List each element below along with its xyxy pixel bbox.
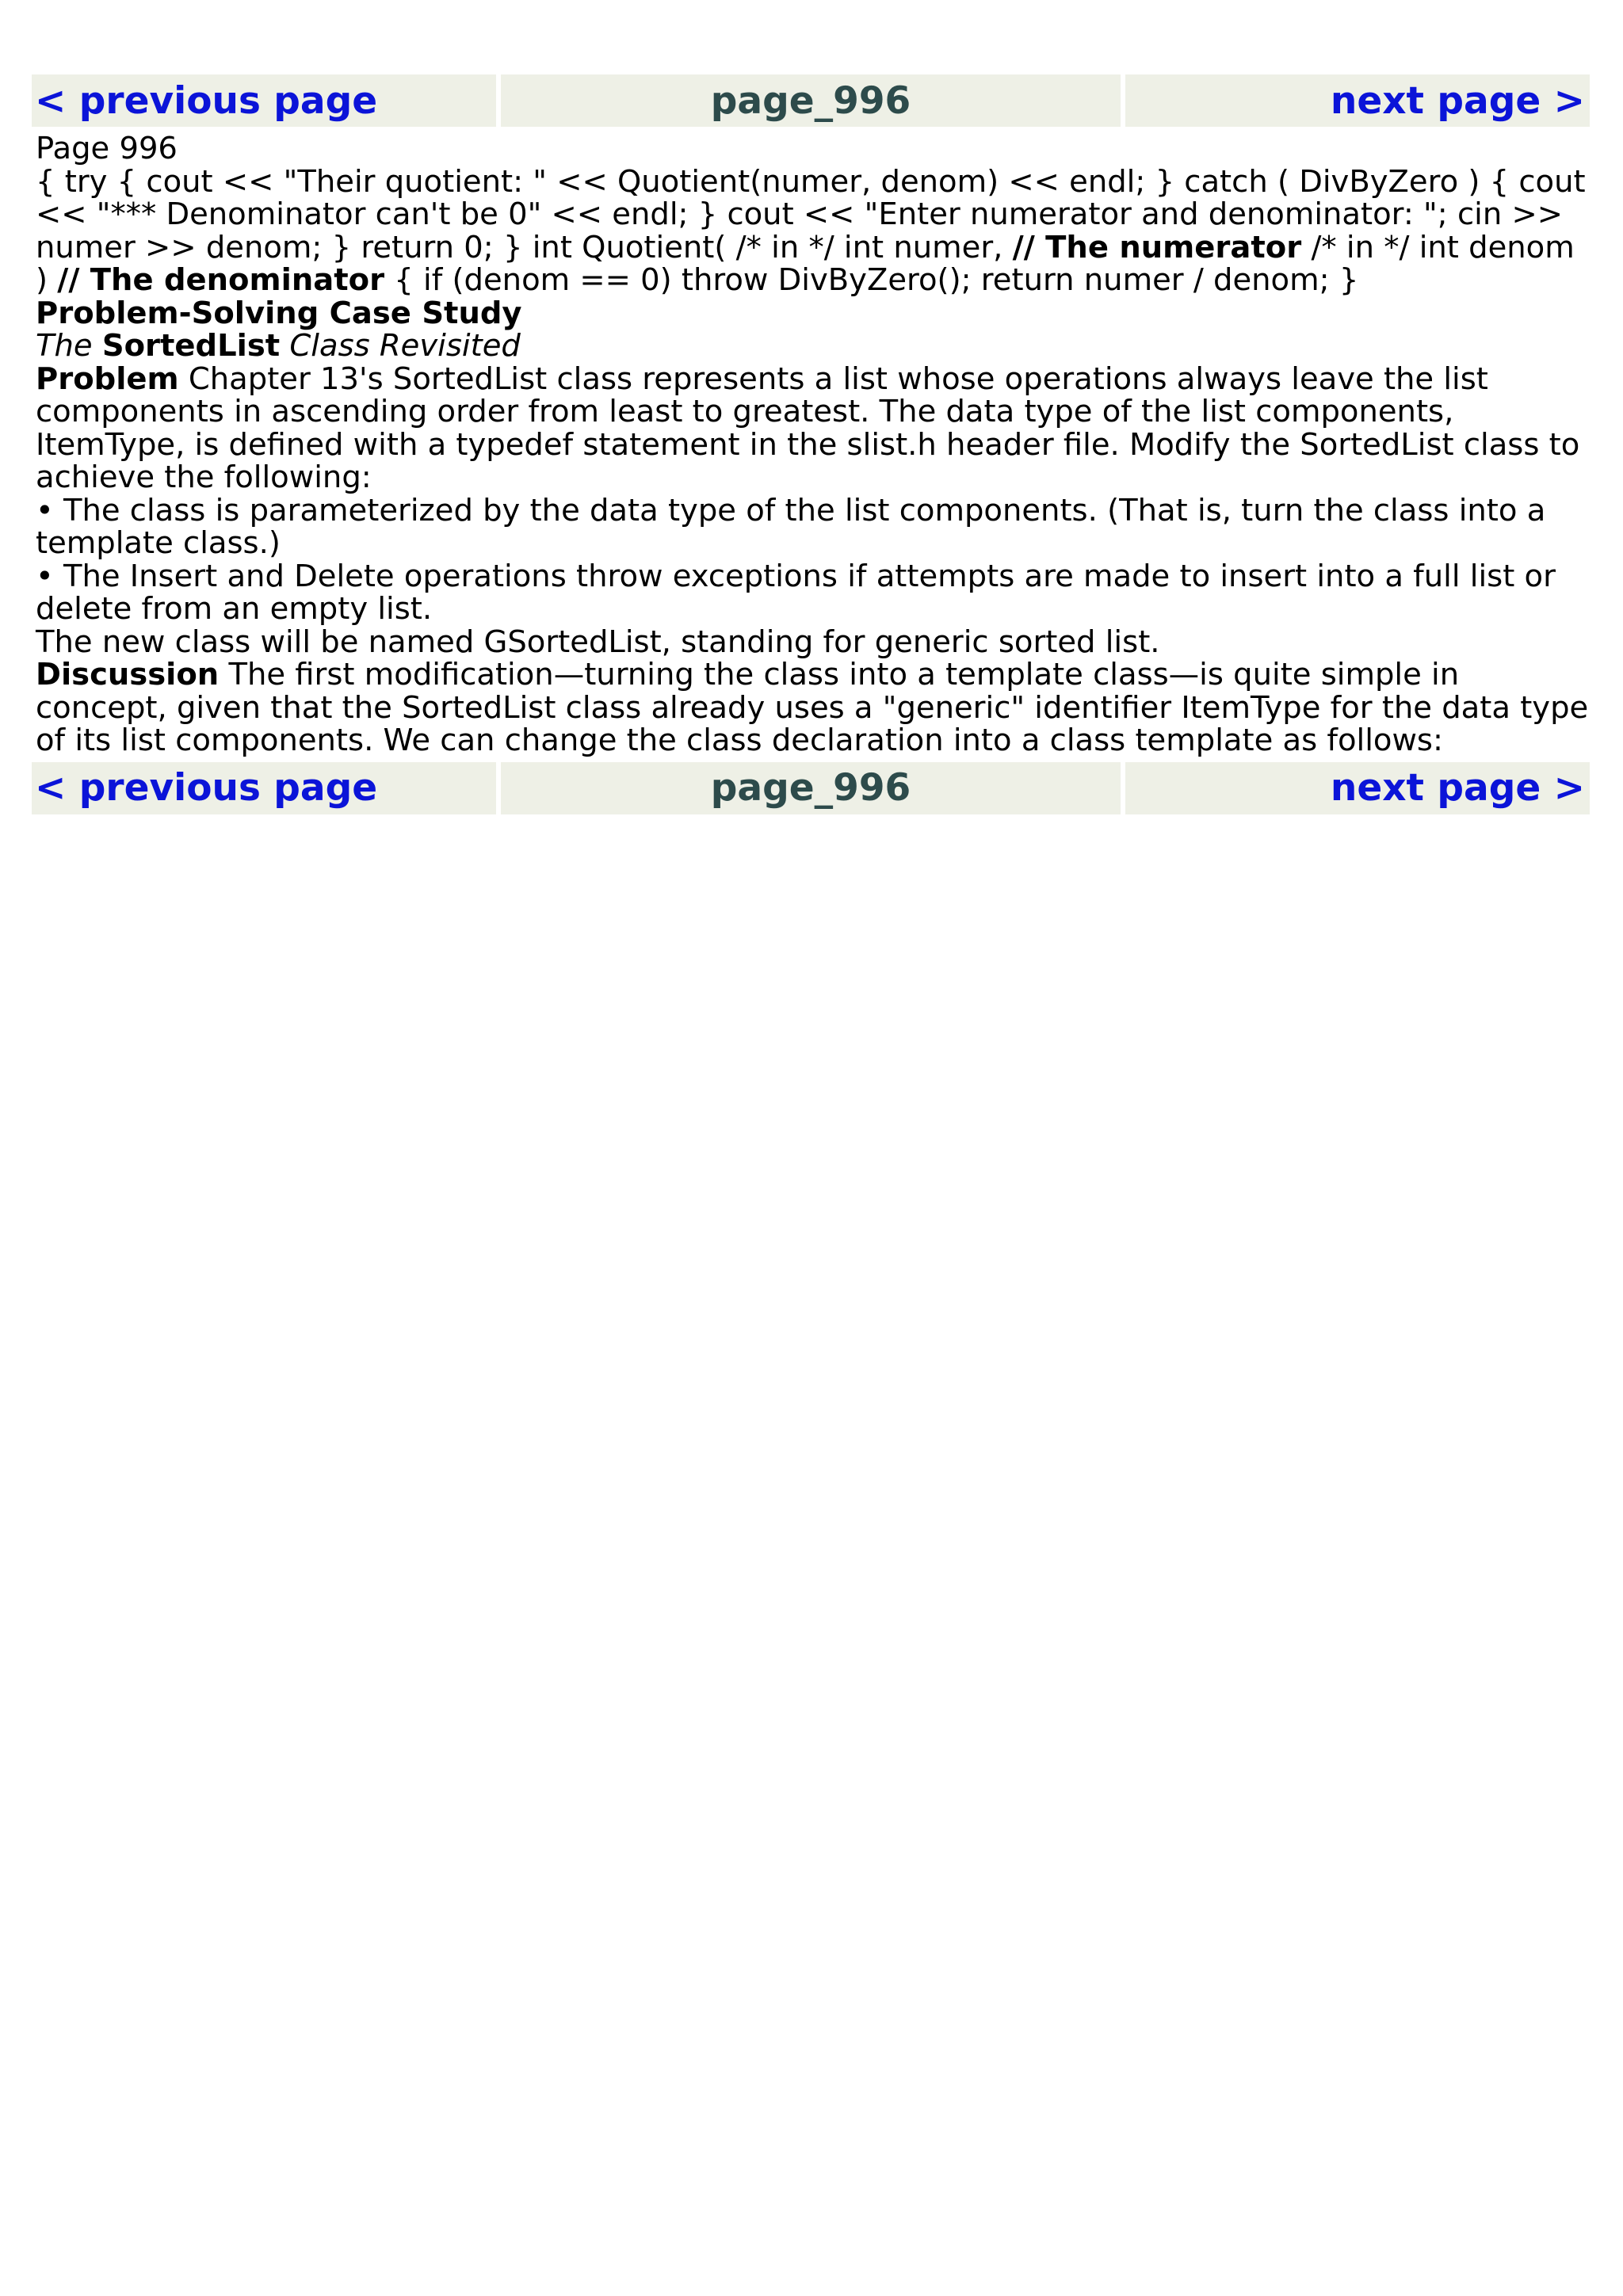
code-comment-numerator: // The numerator	[1012, 229, 1302, 265]
page-content	[32, 127, 1590, 762]
subtitle-rest: Class Revisited	[289, 328, 521, 364]
problem-paragraph	[36, 360, 1590, 495]
subtitle-class-name: SortedList	[101, 328, 281, 364]
subtitle-the: The	[36, 328, 93, 364]
top-page-label: page_996	[501, 74, 1121, 127]
top-next-cell	[1125, 74, 1590, 127]
bottom-nav-bar	[32, 762, 1590, 814]
page-number: Page 996	[36, 131, 178, 166]
discussion-text: The first modification—turning the class into a template class—is quite simple in concept, given that the SortedList class already uses a "generic" identifier ItemType for the data type of its list components. We can change the class declaration into a class template as follows:	[36, 657, 1589, 758]
code-listing	[36, 163, 1590, 298]
code-part-2: /* in */ int denom )	[36, 229, 1575, 298]
code-part-1: { try { cout << "Their quotient: " << Quotient(numer, denom) << endl; } catch ( DivByZero ) { cout << "*** Denominator can't be 0" << endl; } cout << "Enter numerator and denominator: "; cin >> numer >> denom; } return 0; } int Quotient( /* in */ int numer,	[36, 163, 1586, 265]
bottom-previous-page-link[interactable]: < previous page	[35, 766, 378, 810]
problem-text: Chapter 13's SortedList class represents a list whose operations always leave the list components in ascending order from least to greatest. The data type of the list components, ItemType, is defined with a typedef statement in the slist.h header file. Modify the SortedList class to achieve the following:	[36, 360, 1580, 495]
code-part-3: { if (denom == 0) throw DivByZero(); return numer / denom; }	[384, 262, 1359, 298]
code-comment-denominator: // The denominator	[57, 262, 385, 298]
case-study-heading: Problem-Solving Case Study	[36, 295, 522, 331]
bottom-next-page-link[interactable]: next page >	[1330, 766, 1585, 810]
discussion-paragraph	[36, 658, 1590, 757]
discussion-label: Discussion	[36, 657, 220, 692]
bullet-item-2: • The Insert and Delete operations throw exceptions if attempts are made to insert into a full list or delete from an empty list.	[36, 558, 1556, 627]
bullet-item-1: • The class is parameterized by the data type of the list components. (That is, turn the class into a template class.)	[36, 492, 1546, 561]
bottom-page-label: page_996	[501, 762, 1121, 814]
top-prev-cell	[32, 74, 496, 127]
bottom-prev-cell	[32, 762, 496, 814]
case-study-subtitle	[36, 330, 1590, 363]
top-next-page-link[interactable]: next page >	[1330, 78, 1585, 123]
document-page	[32, 74, 1590, 814]
bottom-next-cell	[1125, 762, 1590, 814]
new-class-paragraph: The new class will be named GSortedList, standing for generic sorted list.	[36, 624, 1160, 660]
top-previous-page-link[interactable]: < previous page	[35, 78, 378, 123]
problem-label: Problem	[36, 360, 179, 397]
top-nav-bar	[32, 74, 1590, 127]
